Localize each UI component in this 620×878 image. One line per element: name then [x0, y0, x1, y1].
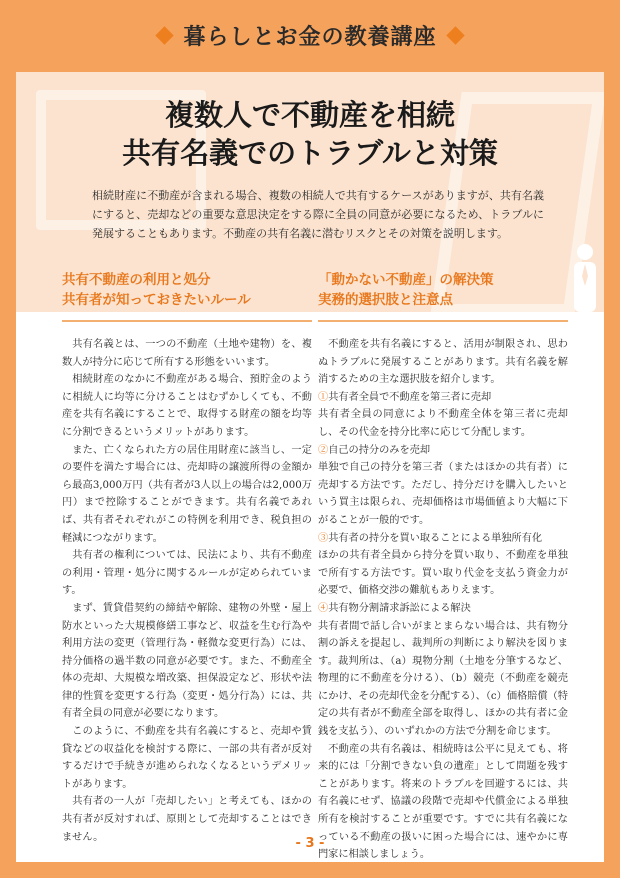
option-body: ほかの共有者全員から持分を買い取り、不動産を単独で所有する方法です。買い取り代金を支払う資金力が必要で、価格交渉の難航もありえます。 — [318, 550, 568, 597]
option-title — [318, 530, 568, 548]
option-body: 共有者全員の同意により不動産全体を第三者に売却し、その代金を持分比率に応じて分配します。 — [318, 409, 568, 438]
paragraph: まず、賃貸借契約の締結や解除、建物の外壁・屋上防水といった大規模修繕工事など、収益を生む行為や利用方法の変更（管理行為・軽微な変更行為）には、持分価格の過半数の同意が必要です。また、不動産全体の売却、大規模な増改築、担保設定など、形状や法律的性質を変更する行為（変更・処分行為）には、共有者全員の同意が必要になります。 — [62, 602, 312, 720]
title-line-1: 複数人で不動産を相続 — [164, 98, 455, 132]
right-column-heading — [318, 270, 568, 322]
diamond-icon — [156, 26, 174, 44]
left-column-heading — [62, 270, 312, 322]
title-line-2: 共有名義でのトラブルと対策 — [122, 136, 498, 170]
right-column-body — [318, 336, 568, 864]
heading-line: 共有不動産の利用と処分 — [62, 272, 211, 288]
left-column-body — [62, 336, 312, 846]
series-title: 暮らしとお金の教養講座 — [183, 24, 437, 50]
heading-line: 「動かない不動産」の解決策 — [318, 272, 494, 288]
left-column — [62, 270, 312, 846]
option-title — [318, 600, 568, 618]
option-body: 単独で自己の持分を第三者（またはほかの共有者）に売却する方法です。ただし、持分だけを購入したいという買主は限られ、売却価格は市場価値より大幅に下がることが一般的です。 — [318, 462, 568, 526]
paragraph: 共有者の一人が「売却したい」と考えても、ほかの共有者が反対すれば、原則として売却することはできません。 — [62, 796, 312, 843]
right-column — [318, 270, 568, 864]
option-title-text: 共有者の持分を買い取ることによる単独所有化 — [328, 532, 543, 544]
option-title-text: 共有者全員で不動産を第三者に売却 — [328, 391, 492, 403]
heading-line: 共有者が知っておきたいルール — [62, 292, 251, 308]
option-number: ② — [318, 444, 329, 456]
option-title — [318, 389, 568, 407]
heading-line: 実務的選択肢と注意点 — [318, 292, 453, 308]
option-title — [318, 442, 568, 460]
option-number: ④ — [318, 602, 329, 614]
paragraph: 不動産を共有名義にすると、活用が制限され、思わぬトラブルに発展することがあります。共有名義を解消するための主な選択肢を紹介します。 — [318, 339, 568, 386]
option-number: ① — [318, 391, 329, 403]
page-number: - 3 - — [295, 836, 325, 851]
person-icon — [568, 242, 602, 312]
paragraph: 相続財産のなかに不動産がある場合、預貯金のように相続人に均等に分けることはむずかしくても、不動産を共有名義にすることで、取得する財産の額を均等に分割できるというメリットがあります。 — [62, 374, 312, 438]
paragraph: 共有名義とは、一つの不動産（土地や建物）を、複数人が持分に応じて所有する形態をいいます。 — [62, 339, 312, 368]
lead-paragraph: 相続財産に不動産が含まれる場合、複数の相続人で共有するケースがありますが、共有名義にすると、売却などの重要な意思決定をする際に全員の同意が必要になるため、トラブルに発展することもあります。不動産の共有名義に潜むリスクとその対策を説明します。 — [92, 189, 544, 240]
paragraph: このように、不動産を共有名義にすると、売却や賃貸などの収益化を検討する際に、一部の共有者が反対するだけで手続きが進められなくなるというデメリットがあります。 — [62, 726, 312, 790]
header-title-group — [120, 14, 500, 56]
paragraph: 不動産の共有名義は、相続時は公平に見えても、将来的には「分割できない負の遺産」として問題を残すことがあります。将来のトラブルを回避するには、共有名義にせず、協議の段階で売却や代償金による単独所有を検討することが重要です。すでに共有名義になっている不動産の扱いに困った場合には、速やかに専門家に相談しましょう。 — [318, 743, 568, 861]
diamond-icon — [446, 26, 464, 44]
paragraph: 共有者の権利については、民法により、共有不動産の利用・管理・処分に関するルールが定められています。 — [62, 550, 312, 597]
article-title — [16, 96, 604, 172]
header-bar — [0, 0, 620, 72]
option-number: ③ — [318, 532, 329, 544]
paragraph: また、亡くなられた方の居住用財産に該当し、一定の要件を満たす場合には、売却時の譲渡所得の金額から最高3,000万円（共有者が3人以上の場合は2,000万円）まで控除することができます。共有名義であれば、共有者それぞれがこの特例を利用でき、税負担の軽減につながります。 — [62, 444, 312, 544]
option-title-text: 共有物分割請求訴訟による解決 — [328, 602, 471, 614]
option-body: 共有者間で話し合いがまとまらない場合は、共有物分割の訴えを提起し、裁判所の判断により解決を図ります。裁判所は、（a）現物分割（土地を分筆するなど、物理的に不動産を分ける）、（b）競売（不動産を競売にかけ、その売却代金を分配する）、（c）価格賠償（特定の共有者が不動産全部を取得し、ほかの共有者に金銭を支払う）、のいずれかの方法で分割を命じます。 — [318, 620, 568, 738]
option-title-text: 自己の持分のみを売却 — [328, 444, 431, 456]
